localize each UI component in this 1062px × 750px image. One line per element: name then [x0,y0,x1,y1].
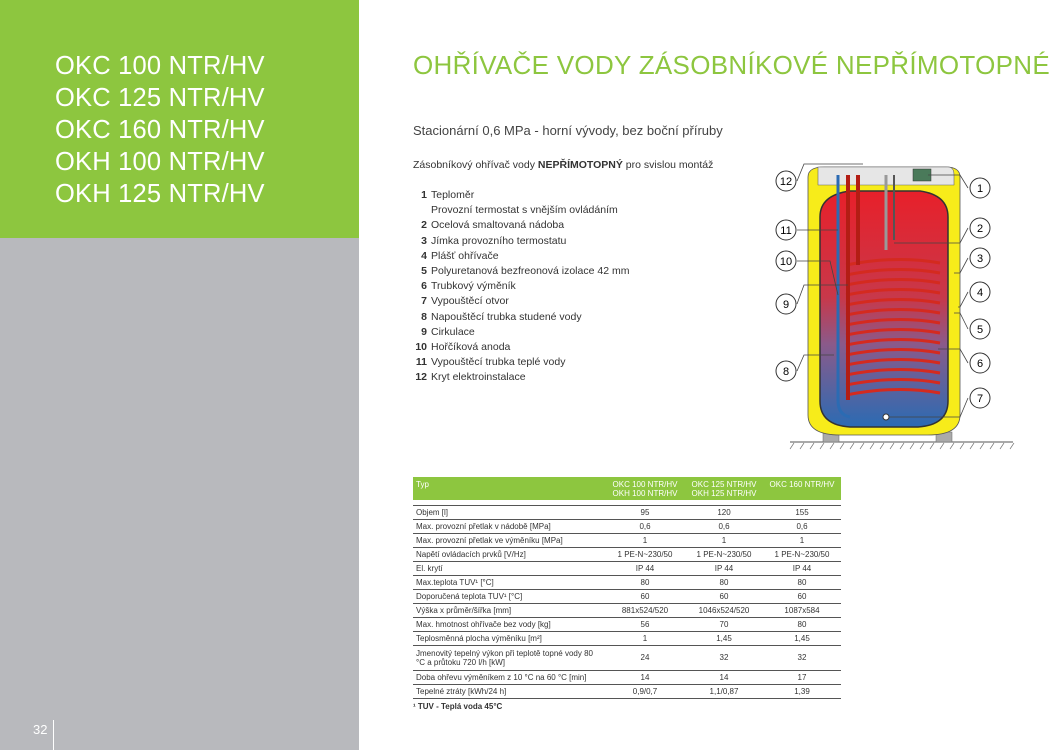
legend-item [413,325,629,340]
table-cell: 80 [605,575,685,589]
legend-number: 12 [415,371,427,384]
callout-label: 5 [976,324,984,336]
table-cell: Objem [l] [413,505,605,519]
legend-label: Kryt elektroinstalace [431,371,526,384]
table-cell: 56 [605,617,685,631]
table-cell: 881x524/520 [605,603,685,617]
legend-label: Vypouštěcí trubka teplé vody [431,356,566,369]
legend-number: 7 [421,295,427,308]
table-row [413,533,841,547]
table-row [413,631,841,645]
legend-label: Vypouštěcí otvor [431,295,509,308]
intro-suffix: pro svislou montáž [622,159,714,171]
table-cell: Max.teplota TUV¹ [°C] [413,575,605,589]
legend-number: 6 [421,280,427,293]
table-cell: Max. provozní přetlak v nádobě [MPa] [413,519,605,533]
legend-item [413,355,629,370]
table-header-cell: OKC 125 NTR/HV OKH 125 NTR/HV [685,477,763,500]
table-footnote: ¹ TUV - Teplá voda 45°C [413,702,503,711]
intro-text [413,159,713,171]
table-cell: Max. provozní přetlak ve výměníku [MPa] [413,533,605,547]
table-cell: 1 PE-N~230/50 [685,547,763,561]
table-cell: 0,9/0,7 [605,684,685,698]
legend-number: 9 [421,325,427,338]
legend-item [413,279,629,294]
legend-label: Trubkový výměník [431,280,516,293]
callout-label: 3 [976,253,984,265]
table-cell: 14 [605,670,685,684]
callout-label: 12 [779,176,793,188]
legend-number: 11 [415,356,427,369]
sidebar-gray-panel [0,238,359,750]
legend-label: Cirkulace [431,325,475,338]
legend-label: Teploměr [431,189,475,201]
callout-label: 4 [976,287,984,299]
legend-item [413,340,629,355]
page-subtitle: Stacionární 0,6 MPa - horní vývody, bez boční příruby [413,123,723,138]
table-cell: 70 [685,617,763,631]
legend-item [413,218,629,233]
table-cell: 1 PE-N~230/50 [605,547,685,561]
legend-label: Ocelová smaltovaná nádoba [431,219,565,232]
table-cell: Napětí ovládacích prvků [V/Hz] [413,547,605,561]
table-cell: 0,6 [685,519,763,533]
table-cell: 1 PE-N~230/50 [763,547,841,561]
table-cell: 155 [763,505,841,519]
intro-prefix: Zásobníkový ohřívač vody [413,159,538,171]
callout-label: 7 [976,393,984,405]
table-cell: IP 44 [685,561,763,575]
table-row [413,645,841,670]
model-list [55,50,265,210]
callout-label: 8 [782,366,790,378]
legend-item [413,310,629,325]
table-cell: 14 [685,670,763,684]
legend-item [413,203,629,218]
legend-label: Jímka provozního termostatu [431,234,567,247]
model-name: OKC 125 NTR/HV [55,84,265,112]
table-cell: 80 [763,617,841,631]
page-number-divider [53,720,54,750]
legend-item [413,264,629,279]
legend-label: Plášť ohřívače [431,249,499,262]
model-name: OKC 160 NTR/HV [55,116,265,144]
legend-item [413,294,629,309]
table-cell: 60 [685,589,763,603]
table-cell: 32 [685,645,763,670]
model-name: OKH 125 NTR/HV [55,180,265,208]
spec-table [413,477,841,699]
legend-number: 4 [421,249,427,262]
table-cell: 120 [685,505,763,519]
table-row [413,589,841,603]
legend-number: 3 [421,234,427,247]
legend-item [413,370,629,385]
table-cell: 1 [605,533,685,547]
table-cell: IP 44 [605,561,685,575]
callout-label: 10 [779,256,793,268]
table-header-row [413,477,841,500]
table-cell: 1046x524/520 [685,603,763,617]
table-cell: 0,6 [763,519,841,533]
legend-number [413,203,431,218]
table-cell: 32 [763,645,841,670]
table-row [413,575,841,589]
table-cell: 60 [605,589,685,603]
table-cell: 80 [763,575,841,589]
legend-number: 5 [421,264,427,277]
legend-label: Provozní termostat s vnějším ovládáním [431,204,618,217]
table-row [413,603,841,617]
callout-label: 6 [976,358,984,370]
legend-label: Polyuretanová bezfreonová izolace 42 mm [431,264,630,277]
drain-opening [883,414,889,420]
model-name: OKH 100 NTR/HV [55,148,265,176]
table-cell: 80 [685,575,763,589]
callouts-left [776,171,796,381]
table-row [413,519,841,533]
table-cell: 95 [605,505,685,519]
table-cell: El. krytí [413,561,605,575]
table-row [413,670,841,684]
legend-item [413,188,629,203]
legend-number: 2 [421,219,427,232]
table-header-cell: OKC 100 NTR/HV OKH 100 NTR/HV [605,477,685,500]
model-name: OKC 100 NTR/HV [55,52,265,80]
table-cell: IP 44 [763,561,841,575]
legend-item [413,234,629,249]
callout-label: 1 [976,183,984,195]
table-cell: Max. hmotnost ohřívače bez vody [kg] [413,617,605,631]
parts-legend [413,188,629,385]
table-row [413,617,841,631]
table-cell: Doporučená teplota TUV¹ [°C] [413,589,605,603]
table-cell: Teplosměnná plocha výměníku [m²] [413,631,605,645]
floor-hatch [790,443,1014,449]
table-cell: 1,45 [763,631,841,645]
water-heater-diagram [768,155,1018,455]
legend-number: 8 [421,310,427,323]
callout-label: 11 [780,225,792,237]
table-cell: Tepelné ztráty [kWh/24 h] [413,684,605,698]
table-cell: 60 [763,589,841,603]
table-cell: Výška x průměr/šířka [mm] [413,603,605,617]
legend-number: 1 [421,189,427,201]
table-cell: 1 [685,533,763,547]
table-cell: 1,39 [763,684,841,698]
table-row [413,561,841,575]
table-cell: 0,6 [605,519,685,533]
table-cell: 17 [763,670,841,684]
table-row [413,505,841,519]
table-header-cell: Typ [413,477,605,500]
callout-label: 9 [782,299,790,311]
table-cell: 1087x584 [763,603,841,617]
legend-label: Napouštěcí trubka studené vody [431,310,582,323]
callouts-right [970,178,990,408]
page-number: 32 [33,722,48,737]
intro-bold: NEPŘÍMOTOPNÝ [537,159,623,171]
legend-number: 10 [415,340,427,353]
legend-item [413,249,629,264]
table-cell: 1 [605,631,685,645]
table-cell: 1 [763,533,841,547]
legend-label: Hořčíková anoda [431,340,511,353]
table-row [413,547,841,561]
table-cell: 1,45 [685,631,763,645]
page-title: OHŘÍVAČE VODY ZÁSOBNÍKOVÉ NEPŘÍMOTOPNÉ [413,50,1050,80]
table-cell: Doba ohřevu výměníkem z 10 °C na 60 °C [min] [413,670,605,684]
table-header-cell: OKC 160 NTR/HV [763,477,841,500]
table-cell: 24 [605,645,685,670]
table-cell: Jmenovitý tepelný výkon při teplotě topné vody 80 °C a průtoku 720 l/h [kW] [413,645,605,670]
table-cell: 1,1/0,87 [685,684,763,698]
table-row [413,684,841,698]
callout-label: 2 [976,223,984,235]
